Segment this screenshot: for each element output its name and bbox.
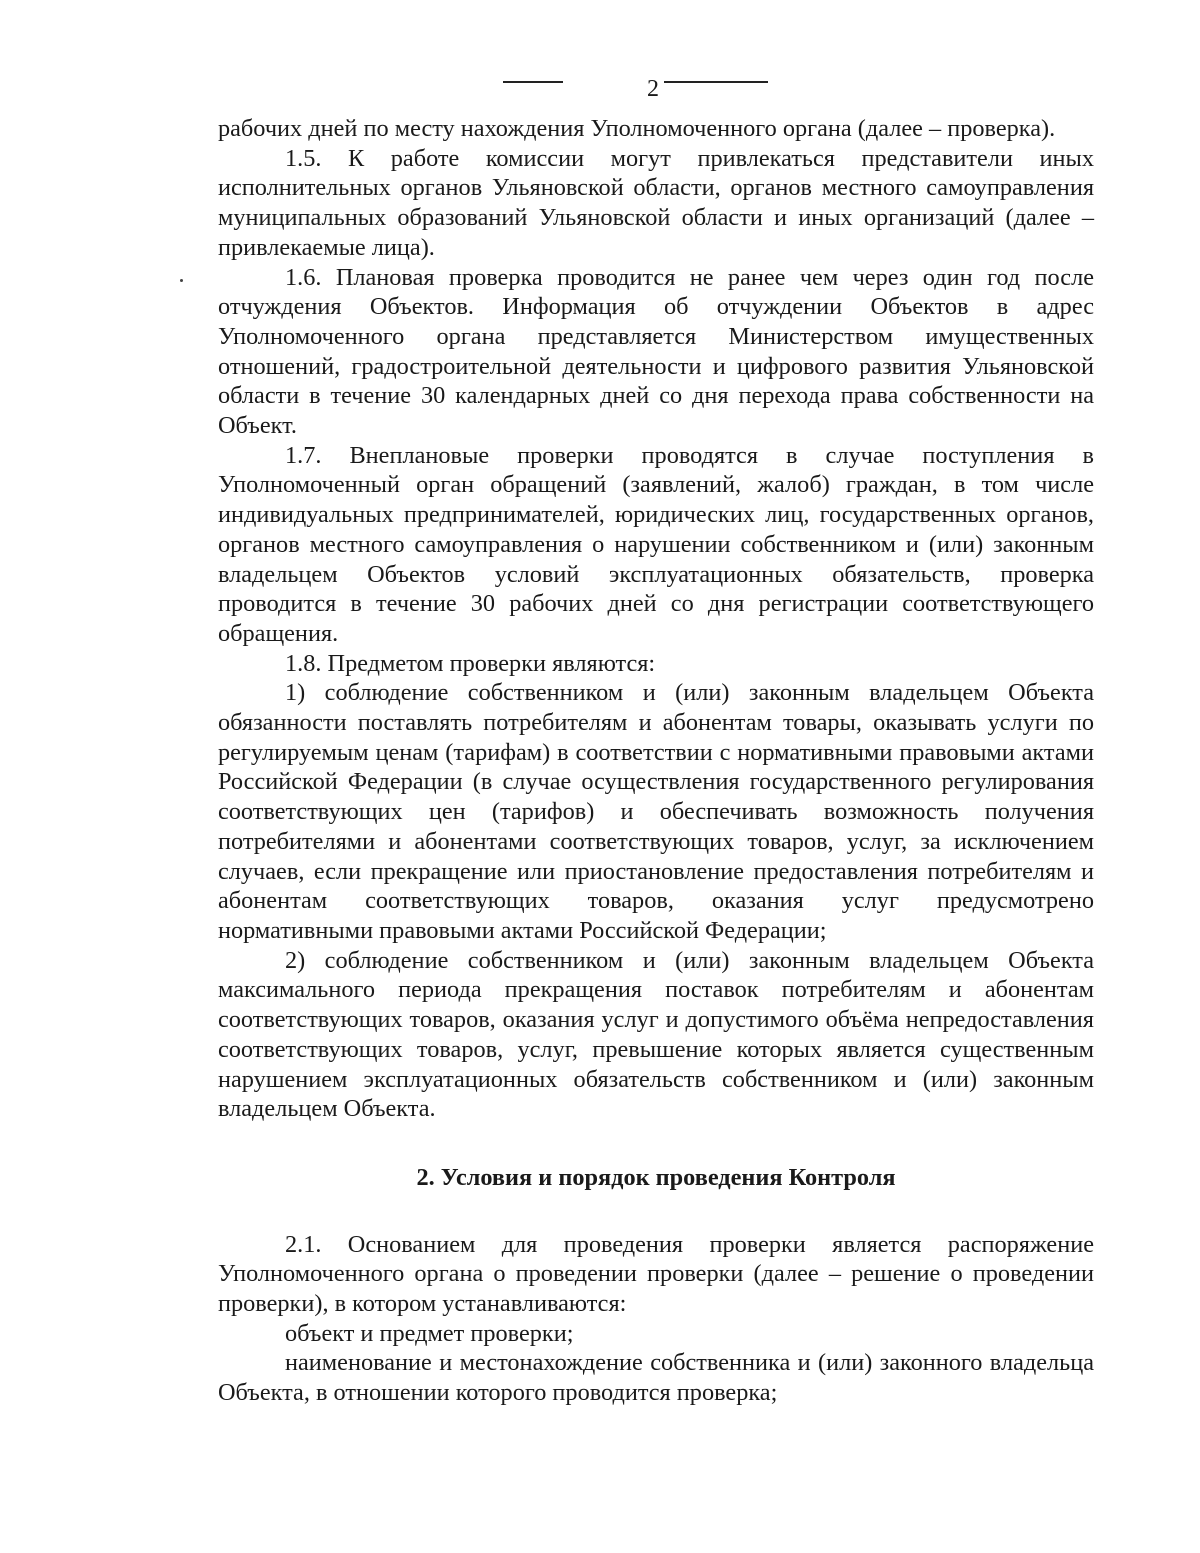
scan-speck: [180, 279, 183, 282]
header-rule-right: [664, 81, 768, 83]
section-2-heading: 2. Условия и порядок проведения Контроля: [416, 1163, 896, 1191]
header-rule-left: [503, 81, 563, 83]
paragraph-2-1-item-a: объект и предмет проверки;: [285, 1319, 574, 1347]
paragraph-1-8: 1.8. Предметом проверки являются:: [285, 649, 656, 677]
paragraph-1-8-item-1: 1) соблюдение собственником и (или) законным владельцем Объекта обязанности поставлять потребителям и абонентам товары, оказывать услуги по регулируемым ценам (тарифам) в соответствии с нормативными правовыми актами Российской Федерации (в случае осуществления государственного регулирования соответствующих цен (тарифов) и обеспечивать возможность получения потребителями и абонентами соответствующих товаров, услуг, за исключением случаев, если прекращение или приостановление предоставления потребителям и абонентам соответствующих товаров, оказания услуг предусмотрено нормативными правовыми актами Российской Федерации;: [218, 679, 1094, 944]
paragraph-1-8-item-2: 2) соблюдение собственником и (или) законным владельцем Объекта максимального периода прекращения поставок потребителям и абонентам соответствующих товаров, оказания услуг и допустимого объёма непредоставления соответствующих товаров, услуг, превышение которых является существенным нарушением эксплуатационных обязательств собственником и (или) законным владельцем Объекта.: [218, 946, 1094, 1123]
page-number: 2: [647, 76, 659, 102]
paragraph-1-7: 1.7. Внеплановые проверки проводятся в случае поступления в Уполномоченный орган обращений (заявлений, жалоб) граждан, в том числе индивидуальных предпринимателей, юридических лиц, государственных органов, органов местного самоуправления о нарушении собственником и (или) законным владельцем Объектов условий эксплуатационных обязательств, проверка проводится в течение 30 рабочих дней со дня регистрации соответствующего обращения.: [218, 441, 1094, 647]
paragraph-2-1: 2.1. Основанием для проведения проверки является распоряжение Уполномоченного органа о проведении проверки (далее – решение о проведении проверки), в котором устанавливаются:: [218, 1230, 1094, 1318]
paragraph-1-5: 1.5. К работе комиссии могут привлекаться представители иных исполнительных органов Ульяновской области, органов местного самоуправления муниципальных образований Ульяновской области и иных организаций (далее – привлекаемые лица).: [218, 144, 1094, 261]
paragraph-2-1-item-b: наименование и местонахождение собственника и (или) законного владельца Объекта, в отношении которого проводится проверка;: [218, 1349, 1094, 1407]
paragraph-continuation: рабочих дней по месту нахождения Уполномоченного органа (далее – проверка).: [218, 115, 1056, 142]
document-body: [218, 114, 1094, 1408]
paragraph-1-6: 1.6. Плановая проверка проводится не ранее чем через один год после отчуждения Объектов. Информация об отчуждении Объектов в адрес Уполномоченного органа представляется Министерством имущественных отношений, градостроительной деятельности и цифрового развития Ульяновской области в течение 30 календарных дней со дня перехода права собственности на Объект.: [218, 263, 1094, 440]
